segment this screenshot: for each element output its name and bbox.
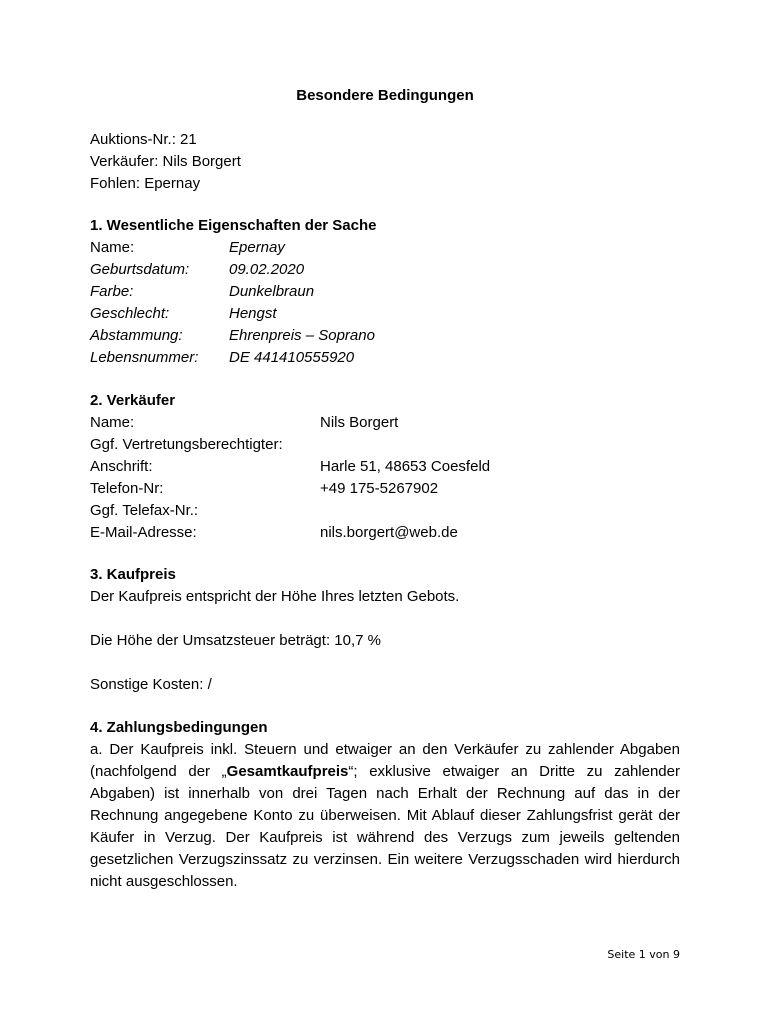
property-row: [90, 347, 680, 369]
seller-line: Verkäufer: Nils Borgert: [90, 153, 241, 170]
section-heading: 2. Verkäufer: [90, 392, 176, 409]
seller-label: Ggf. Vertretungsberechtigter:: [90, 436, 283, 453]
seller-row: [90, 500, 680, 522]
vat-line-block: [90, 630, 680, 652]
auction-number: Auktions-Nr.: 21: [90, 131, 197, 148]
property-value: Hengst: [229, 305, 277, 322]
seller-label: E-Mail-Adresse:: [90, 524, 197, 541]
vat-text: Die Höhe der Umsatzsteuer beträgt: 10,7 %: [90, 632, 381, 649]
seller-value: Harle 51, 48653 Coesfeld: [320, 458, 491, 475]
seller-row: [90, 434, 680, 456]
other-costs-text: Sonstige Kosten: /: [90, 676, 212, 693]
property-row: [90, 281, 680, 303]
property-label: Farbe:: [90, 283, 134, 300]
seller-row: [90, 456, 680, 478]
seller-label: Name:: [90, 414, 135, 431]
price-text: Der Kaufpreis entspricht der Höhe Ihres letzten Gebots.: [90, 588, 460, 605]
paragraph-text: “; exklusive etwaiger an Dritte zu zahlender Abgaben) ist innerhalb von drei Tagen nach Erhalt der Rechnung auf das in der Rechnung angegebene Konto zu überweisen. Mit Ablauf dieser Zahlungsfrist gerät der Käufer in Verzug. Der Kaufpreis ist während des Verzugs zum jeweils geltenden gesetzlichen Verzugszinssatz zu verzinsen. Ein weitere Verzugsschaden wird hierdurch nicht ausgeschlossen.: [90, 763, 680, 890]
property-row: [90, 259, 680, 281]
section-price: [90, 564, 680, 608]
seller-value: nils.borgert@web.de: [320, 524, 458, 541]
header-info: [90, 129, 680, 195]
seller-label: Ggf. Telefax-Nr.:: [90, 502, 199, 519]
section-payment: [90, 717, 680, 893]
section-seller: [90, 390, 680, 544]
other-costs-block: [90, 674, 680, 696]
defined-term: Gesamtkaufpreis: [226, 763, 349, 780]
section-heading: 3. Kaufpreis: [90, 566, 176, 583]
property-row: [90, 303, 680, 325]
property-value: Epernay: [229, 239, 285, 256]
foal-line: Fohlen: Epernay: [90, 175, 201, 192]
section-heading: 1. Wesentliche Eigenschaften der Sache: [90, 217, 377, 234]
property-value: DE 441410555920: [229, 349, 355, 366]
property-value: Dunkelbraun: [229, 283, 315, 300]
property-label: Abstammung:: [90, 327, 183, 344]
seller-value: +49 175-5267902: [320, 480, 439, 497]
document-title: Besondere Bedingungen: [296, 87, 474, 104]
property-value: 09.02.2020: [229, 261, 305, 278]
property-value: Ehrenpreis – Soprano: [229, 327, 375, 344]
paragraph-text: a. Der Kaufpreis inkl. Steuern und etwaiger an den Verkäufer zu zahlender Abgaben (nachfolgend der „: [90, 741, 680, 780]
seller-row: [90, 478, 680, 500]
section-properties: [90, 215, 680, 369]
seller-label: Telefon-Nr:: [90, 480, 164, 497]
seller-value: Nils Borgert: [320, 414, 399, 431]
property-label: Geburtsdatum:: [90, 261, 190, 278]
seller-row: [90, 412, 680, 434]
payment-paragraph: [90, 739, 680, 893]
property-row: [90, 237, 680, 259]
property-label: Lebensnummer:: [90, 349, 199, 366]
property-row: [90, 325, 680, 347]
page-number: Seite 1 von 9: [607, 948, 680, 961]
seller-row: [90, 522, 680, 544]
property-label: Geschlecht:: [90, 305, 170, 322]
property-label: Name:: [90, 239, 135, 256]
section-heading: 4. Zahlungsbedingungen: [90, 719, 268, 736]
seller-label: Anschrift:: [90, 458, 153, 475]
